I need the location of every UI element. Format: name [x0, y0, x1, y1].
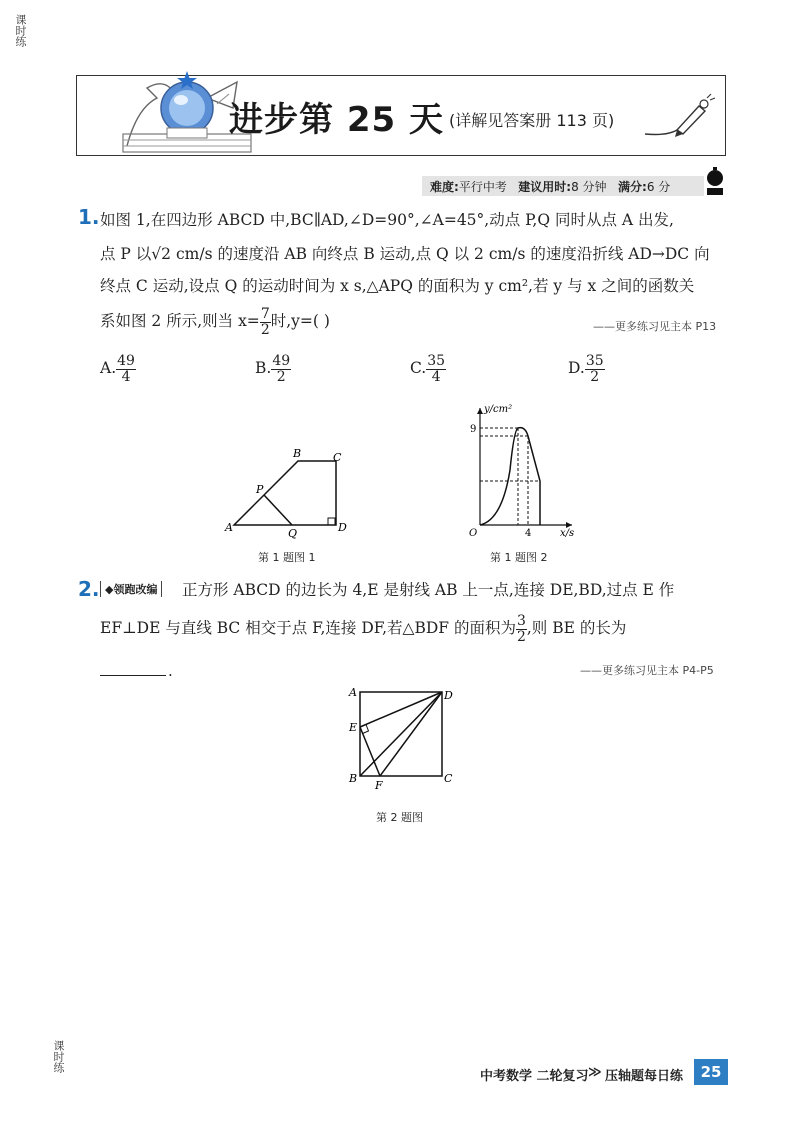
- q1-option-a-den: 4: [121, 368, 131, 385]
- fig2-y-tick: 9: [470, 424, 477, 435]
- footer-series: 压轴题每日练: [605, 1069, 684, 1084]
- q2-line-2b: ,则 BE 的长为: [526, 619, 627, 638]
- q1-line-2b: cm/s 的速度沿 AB 向终点 B 运动,点 Q 以 2 cm/s 的速度沿折线 AD→DC 向: [171, 245, 710, 263]
- banner-title: 进步第 25 天: [229, 100, 444, 140]
- q2-figure-caption: 第 2 题图: [376, 811, 423, 824]
- q1-line-1: 如图 1,在四边形 ABCD 中,BC∥AD,∠D=90°,∠A=45°,动点 P,Q 同时从点 A 出发,: [100, 211, 674, 229]
- q1-option-c-num: 35: [427, 353, 446, 369]
- q2-area-den: 2: [516, 628, 526, 645]
- banner-subtitle-text: 详解见答案册 113 页: [455, 111, 608, 130]
- q1-option-b-letter: B.: [255, 359, 272, 378]
- q2-fig-label-c: C: [444, 772, 453, 785]
- q2-figure: [340, 682, 460, 792]
- q1-line-2: [100, 242, 710, 264]
- q1-option-c-den: 4: [431, 368, 441, 385]
- time-label: 建议用时:: [518, 180, 572, 194]
- q2-number: 2.: [78, 577, 100, 601]
- score-label: 满分:: [618, 180, 647, 194]
- q2-line-2a: EF⊥DE 与直线 BC 相交于点 F,连接 DF,若△BDF 的面积为: [100, 619, 516, 638]
- fig1-label-a: A: [225, 521, 233, 534]
- q1-option-c-fraction: [426, 354, 446, 384]
- q2-blank-period: .: [168, 662, 173, 680]
- stopwatch-icon: [704, 166, 726, 196]
- q1-figure-1-caption: 第 1 题图 1: [258, 551, 316, 564]
- side-brand-bottom: 课时练: [52, 1040, 65, 1073]
- difficulty-label: 难度:: [430, 180, 459, 194]
- q1-option-d: [568, 354, 605, 384]
- q2-area-num: 3: [516, 613, 526, 629]
- score-value: 6 分: [646, 180, 671, 194]
- q1-option-a-fraction: [116, 354, 136, 384]
- fig1-label-d: D: [338, 521, 347, 534]
- q1-x-fraction: [260, 307, 271, 337]
- q1-line-2a: 点 P 以: [100, 245, 152, 263]
- q2-area-fraction: [516, 614, 527, 644]
- q1-option-b-fraction: [271, 354, 291, 384]
- q1-x-den: 2: [260, 321, 270, 338]
- q1-option-b-den: 2: [276, 368, 286, 385]
- page-number-badge: 25: [694, 1059, 728, 1085]
- fig1-label-c: C: [333, 451, 342, 464]
- q1-option-c: [410, 354, 446, 384]
- q1-option-d-num: 35: [585, 353, 604, 369]
- q2-answer-blank[interactable]: [100, 675, 166, 676]
- q2-tag: ◆领跑改编: [100, 581, 162, 597]
- q2-fig-label-e: E: [349, 721, 358, 734]
- q1-option-a-letter: A.: [100, 359, 117, 378]
- fig2-origin: O: [469, 528, 478, 539]
- q2-fig-label-a: A: [349, 686, 357, 699]
- fig2-y-axis-label: y/cm²: [484, 404, 513, 415]
- footer-arrow: ≫: [588, 1065, 602, 1080]
- banner-subtitle: (详解见答案册 113 页): [449, 111, 615, 130]
- q1-line-3: 终点 C 运动,设点 Q 的运动时间为 x s,△APQ 的面积为 y cm²,若 y 与 x 之间的函数关: [100, 277, 695, 295]
- q1-line-4a: 系如图 2 所示,则当 x=: [100, 312, 260, 331]
- fig1-label-q: Q: [288, 527, 298, 540]
- q1-option-a-num: 49: [117, 353, 135, 369]
- q1-sqrt2: √2: [151, 245, 172, 263]
- pen-icon: [637, 90, 717, 140]
- q1-line-4b: 时,y=( ): [270, 312, 330, 331]
- q1-x-num: 7: [260, 306, 270, 322]
- fig2-x-axis-label: x/s: [560, 528, 575, 539]
- fig1-label-p: P: [256, 483, 264, 496]
- q1-line-4: [100, 307, 330, 337]
- meta-info: [430, 178, 670, 195]
- q1-number: 1.: [78, 205, 100, 229]
- q2-fig-label-d: D: [444, 689, 453, 702]
- q1-figure-2-caption: 第 1 题图 2: [490, 551, 548, 564]
- time-value: 8 分钟: [571, 180, 607, 194]
- fig2-x-tick: 4: [525, 528, 532, 539]
- q2-fig-label-b: B: [349, 772, 358, 785]
- q1-option-b: [255, 354, 291, 384]
- header-banner: [76, 75, 726, 156]
- q2-line-2: [100, 614, 626, 644]
- q2-line-1: 正方形 ABCD 的边长为 4,E 是射线 AB 上一点,连接 DE,BD,过点 E 作: [182, 581, 675, 599]
- difficulty-value: 平行中考: [458, 180, 507, 194]
- q2-ref: ——更多练习见主本 P4-P5: [580, 664, 714, 677]
- q1-figure-2-graph: [452, 400, 582, 540]
- q1-figure-1: [222, 445, 352, 545]
- q1-option-d-letter: D.: [568, 359, 585, 378]
- footer-book: 中考数学 二轮复习: [480, 1069, 589, 1084]
- q1-option-d-fraction: [585, 354, 605, 384]
- side-brand-top: 课时练: [14, 14, 27, 47]
- q2-fig-label-f: F: [375, 779, 383, 792]
- q1-option-d-den: 2: [590, 368, 600, 385]
- q1-option-c-letter: C.: [410, 359, 427, 378]
- fig1-label-b: B: [293, 447, 302, 460]
- q1-ref: ——更多练习见主本 P13: [593, 320, 717, 333]
- q1-option-a: [100, 354, 136, 384]
- q1-option-b-num: 49: [272, 353, 291, 369]
